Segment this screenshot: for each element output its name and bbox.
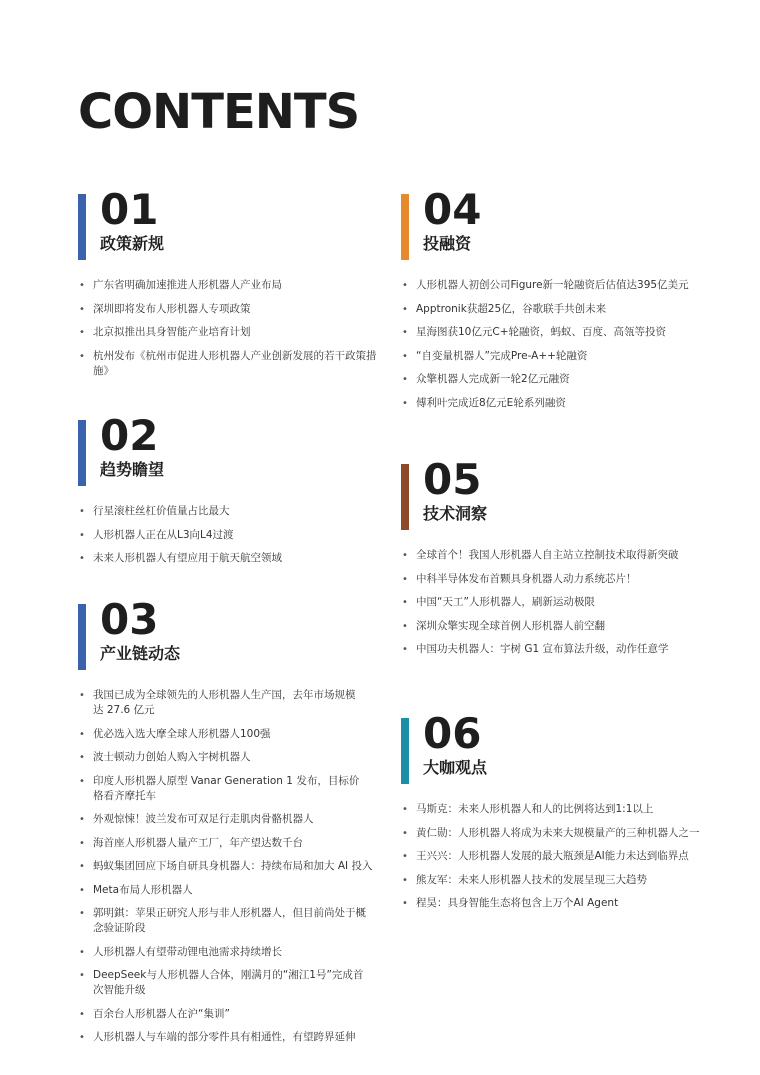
section-item-list [78,278,378,379]
section-number: 02 [100,411,159,460]
section-title: 产业链动态 [100,644,181,663]
list-item[interactable]: • Meta布局人形机器人 [78,883,378,898]
list-item[interactable]: • 傅利叶完成近8亿元E轮系列融资 [401,396,711,411]
list-item[interactable]: • 人形机器人初创公司Figure新一轮融资后估值达395亿美元 [401,278,711,293]
list-item[interactable]: • 蚂蚁集团回应下场自研具身机器人：持续布局和加大 AI 投入 [78,859,378,874]
list-item[interactable]: • 未来人形机器人有望应用于航天航空领域 [78,551,378,566]
list-item[interactable]: • 波士顿动力创始人购入宇树机器人 [78,750,378,765]
section-05 [401,455,711,666]
section-item-list [401,802,721,911]
list-item[interactable]: • 印度人形机器人原型 Vanar Generation 1 发布，目标价格看齐摩托车 [78,774,369,804]
section-accent-bar [401,464,409,530]
list-item[interactable]: • 行星滚柱丝杠价值量占比最大 [78,504,378,519]
section-01 [78,185,378,387]
list-item[interactable]: • 郭明錤：苹果正研究人形与非人形机器人，但目前尚处于概念验证阶段 [78,906,373,936]
section-number: 04 [423,185,482,234]
section-03 [78,595,378,1054]
list-item[interactable]: • 我国已成为全球领先的人形机器人生产国，去年市场规模达 27.6 亿元 [78,688,363,718]
section-title: 技术洞察 [423,504,488,523]
list-item[interactable]: • 王兴兴：人形机器人发展的最大瓶颈是AI能力未达到临界点 [401,849,721,864]
list-item[interactable]: • 北京拟推出具身智能产业培育计划 [78,325,378,340]
list-item[interactable]: • 深圳即将发布人形机器人专项政策 [78,302,378,317]
section-header [78,595,378,670]
section-header [401,709,721,784]
list-item[interactable]: • 黄仁勋：人形机器人将成为未来大规模量产的三种机器人之一 [401,826,721,841]
list-item[interactable]: • DeepSeek与人形机器人合体，刚满月的“湘江1号”完成首次智能升级 [78,968,369,998]
list-item[interactable]: • 人形机器人与车端的部分零件具有相通性，有望跨界延伸 [78,1030,393,1045]
section-accent-bar [401,718,409,784]
list-item[interactable]: • 人形机器人正在从L3向L4过渡 [78,528,378,543]
section-number: 03 [100,595,159,644]
section-title: 大咖观点 [423,758,488,777]
section-item-list [401,548,711,657]
list-item[interactable]: • 中科半导体发布首颗具身机器人动力系统芯片！ [401,572,711,587]
section-accent-bar [78,604,86,670]
section-title: 政策新规 [100,234,165,253]
section-accent-bar [401,194,409,260]
list-item[interactable]: • “自变量机器人”完成Pre-A++轮融资 [401,349,711,364]
list-item[interactable]: • 百余台人形机器人在沪“集训” [78,1007,378,1022]
section-04 [401,185,711,419]
list-item[interactable]: • 众擎机器人完成新一轮2亿元融资 [401,372,711,387]
list-item[interactable]: • 杭州发布《杭州市促进人形机器人产业创新发展的若干政策措施》 [78,349,379,379]
section-title: 趋势瞻望 [100,460,165,479]
list-item[interactable]: • 广东省明确加速推进人形机器人产业布局 [78,278,378,293]
page-title: CONTENTS [78,84,360,140]
list-item[interactable]: • 马斯克：未来人形机器人和人的比例将达到1:1以上 [401,802,721,817]
section-header [78,411,378,486]
list-item[interactable]: • 中国“天工”人形机器人，刷新运动极限 [401,595,711,610]
list-item[interactable]: • 星海图获10亿元C+轮融资，蚂蚁、百度、高瓴等投资 [401,325,711,340]
list-item[interactable]: • 深圳众擎实现全球首例人形机器人前空翻 [401,619,711,634]
list-item[interactable]: • Apptronik获超25亿，谷歌联手共创未来 [401,302,711,317]
section-item-list [78,688,378,1045]
section-header [401,455,711,530]
section-accent-bar [78,194,86,260]
list-item[interactable]: • 人形机器人有望带动锂电池需求持续增长 [78,945,378,960]
section-number: 06 [423,709,482,758]
list-item[interactable]: • 中国功夫机器人：宇树 G1 宣布算法升级，动作任意学 [401,642,711,657]
section-number: 05 [423,455,482,504]
list-item[interactable]: • 优必选入选大摩全球人形机器人100强 [78,727,378,742]
section-06 [401,709,721,920]
section-item-list [78,504,378,566]
section-header [401,185,711,260]
section-number: 01 [100,185,159,234]
list-item[interactable]: • 全球首个！我国人形机器人自主站立控制技术取得新突破 [401,548,711,563]
section-title: 投融资 [423,234,472,253]
section-accent-bar [78,420,86,486]
list-item[interactable]: • 海首座人形机器人量产工厂，年产望达数千台 [78,836,378,851]
list-item[interactable]: • 外观惊悚！波兰发布可双足行走肌肉骨骼机器人 [78,812,378,827]
list-item[interactable]: • 熊友军：未来人形机器人技术的发展呈现三大趋势 [401,873,721,888]
section-header [78,185,378,260]
section-item-list [401,278,711,411]
list-item[interactable]: • 程昊：具身智能生态将包含上万个AI Agent [401,896,721,911]
section-02 [78,411,378,575]
